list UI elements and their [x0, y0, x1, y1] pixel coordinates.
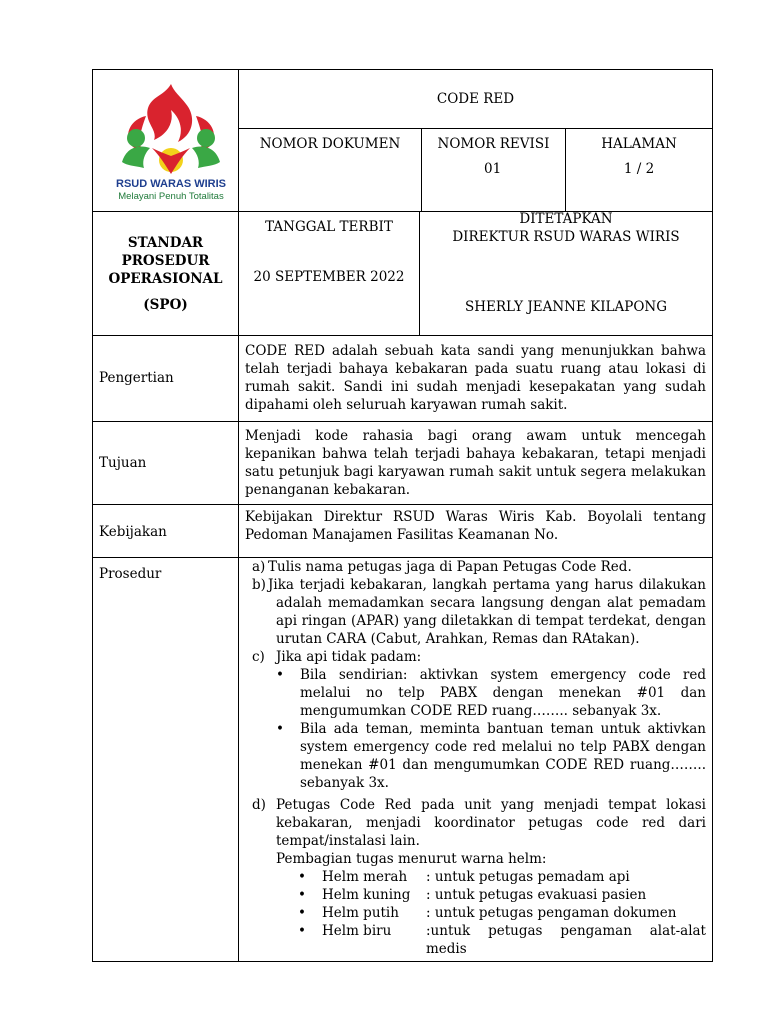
row-divider-title: [238, 128, 713, 129]
nomor-revisi-label: NOMOR REVISI: [437, 136, 550, 152]
prosedur-item-c-bullet-1: [252, 666, 706, 720]
document-title: CODE RED: [436, 91, 515, 107]
helm-item-2-task: : untuk petugas evakuasi pasien: [426, 887, 647, 903]
prosedur-item-c-number: c): [252, 649, 265, 665]
tujuan-text: Menjadi kode rahasia bagi orang awam untuk mencegah kepanikan bahwa telah terjadi bahaya kebakaran, tetapi menjadi satu petunjuk bagi karyawan rumah sakit untuk segera melakukan penanganan kebakaran.: [245, 428, 706, 498]
direktur-name: SHERLY JEANNE KILAPONG: [464, 299, 667, 315]
prosedur-item-b: [252, 576, 706, 648]
prosedur-list: [252, 558, 706, 958]
helm-item-3: [252, 904, 706, 922]
helm-item-3-name: Helm putih: [322, 905, 399, 921]
helm-item-4-task: :untuk petugas pengaman alat-alat medis: [426, 923, 706, 957]
pengertian-label: Pengertian: [99, 370, 174, 386]
helm-item-2: [252, 886, 706, 904]
prosedur-item-b-number: b): [252, 577, 266, 593]
logo-tagline: Melayani Penuh Totalitas: [118, 191, 224, 202]
prosedur-item-c: [252, 648, 706, 666]
prosedur-item-c-bullet-2: [252, 720, 706, 792]
tanggal-terbit-value: 20 SEPTEMBER 2022: [253, 269, 405, 285]
table-border-right: [712, 69, 713, 962]
spo-line-3: OPERASIONAL: [108, 271, 223, 287]
prosedur-item-d: [252, 796, 706, 868]
table-border-left: [92, 69, 93, 962]
prosedur-item-c-text: Jika api tidak padam:: [276, 649, 422, 665]
kebijakan-text: Kebijakan Direktur RSUD Waras Wiris Kab. Boyolali tentang Pedoman Manajamen Fasilitas Keamanan No.: [245, 509, 706, 543]
bullet-icon: •: [276, 721, 284, 737]
row-divider-pengertian: [92, 421, 713, 422]
table-border-top: [92, 69, 713, 70]
prosedur-item-c-bullet-1-text: Bila sendirian: aktivkan system emergency code red melalui no telp PABX dengan menekan #01 dan mengumumkan CODE RED ruang…….. sebanyak 3x.: [300, 667, 706, 719]
prosedur-item-b-text: Jika terjadi kebakaran, langkah pertama yang harus dilakukan adalah memadamkan secara langsung dengan alat pemadam api ringan (APAR) yang diletakkan di tempat terdekat, dengan urutan CARA (Cabut, Arahkan, Remas dan RAtakan).: [268, 577, 706, 647]
row-divider-spo: [92, 335, 713, 336]
helm-item-3-task: : untuk petugas pengaman dokumen: [426, 905, 677, 921]
helm-item-4-row: [322, 922, 706, 958]
helm-item-4: [252, 922, 706, 958]
helm-item-1: [252, 868, 706, 886]
prosedur-label: Prosedur: [99, 566, 162, 582]
table-border-bottom: [92, 961, 713, 962]
prosedur-item-a-text: Tulis nama petugas jaga di Papan Petugas Code Red.: [268, 559, 632, 575]
prosedur-item-a-number: a): [252, 559, 266, 575]
hospital-logo: [108, 82, 234, 204]
helm-item-4-name: Helm biru: [322, 923, 392, 939]
row-divider-tujuan: [92, 504, 713, 505]
bullet-icon: •: [276, 667, 284, 683]
halaman-label: HALAMAN: [601, 136, 677, 152]
pengertian-text: CODE RED adalah sebuah kata sandi yang menunjukkan bahwa telah terjadi bahaya kebakaran pada suatu ruang atau lokasi di rumah sakit. Sandi ini sudah menjadi kesepakatan yang sudah dipahami oleh seluruah karyawan rumah sakit.: [245, 343, 706, 413]
ditetapkan-direktur: DIREKTUR RSUD WARAS WIRIS: [452, 229, 680, 245]
prosedur-item-d-subtitle: Pembagian tugas menurut warna helm:: [276, 851, 547, 867]
spo-line-4: (SPO): [143, 297, 188, 313]
prosedur-item-d-number: d): [252, 797, 266, 813]
nomor-revisi-value: 01: [484, 161, 502, 177]
spo-title: [93, 234, 238, 314]
helm-item-2-name: Helm kuning: [322, 887, 411, 903]
helm-item-1-task: : untuk petugas pemadam api: [426, 869, 630, 885]
halaman-value: 1 / 2: [623, 161, 655, 177]
bullet-icon: •: [298, 887, 306, 903]
ditetapkan-label: DITETAPKAN: [519, 211, 613, 227]
prosedur-item-d-text: Petugas Code Red pada unit yang menjadi tempat lokasi kebakaran, menjadi koordinator petugas code red dari tempat/instalasi lain.: [276, 797, 706, 849]
prosedur-item-c-bullet-2-text: Bila ada teman, meminta bantuan teman untuk aktivkan system emergency code red melalui no telp PABX dengan menekan #01 dan mengumumkan CODE RED ruang…….. sebanyak 3x.: [300, 721, 706, 791]
bullet-icon: •: [298, 869, 306, 885]
kebijakan-label: Kebijakan: [99, 524, 167, 540]
tujuan-label: Tujuan: [99, 455, 147, 471]
prosedur-item-a: [252, 558, 706, 576]
spo-line-1: STANDAR: [127, 235, 204, 251]
bullet-icon: •: [298, 905, 306, 921]
bullet-icon: •: [298, 923, 306, 939]
logo-hospital-name: RSUD WARAS WIRIS: [116, 178, 226, 190]
tanggal-terbit-label: TANGGAL TERBIT: [265, 219, 393, 235]
helm-item-1-name: Helm merah: [322, 869, 408, 885]
table-column-divider: [238, 69, 239, 962]
logo-emblem-icon: [108, 82, 234, 178]
spo-line-2: PROSEDUR: [121, 253, 210, 269]
nomor-dokumen-label: NOMOR DOKUMEN: [259, 136, 401, 152]
